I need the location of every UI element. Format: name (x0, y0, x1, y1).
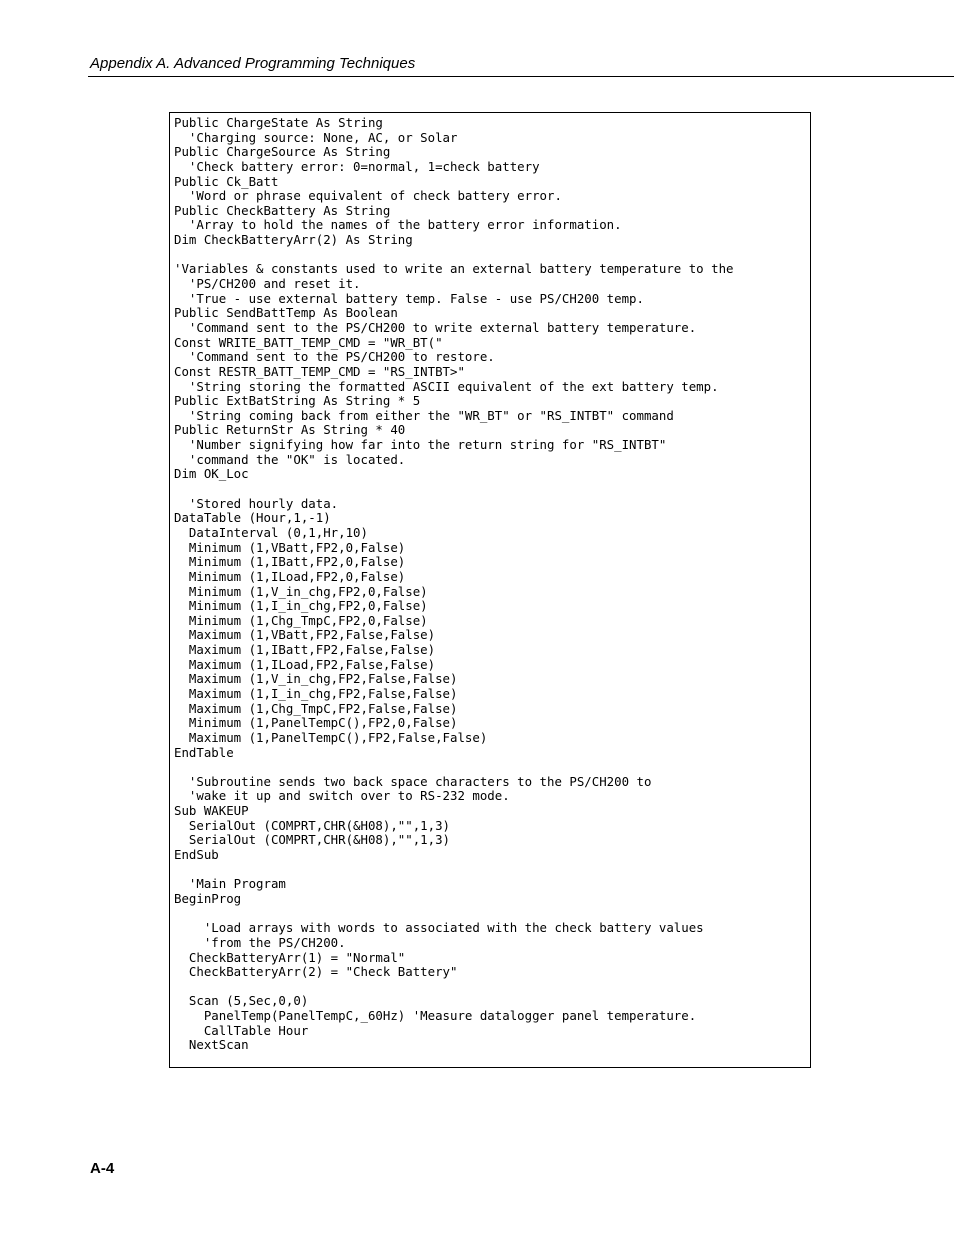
code-line: CheckBatteryArr(2) = "Check Battery" (174, 964, 458, 980)
code-listing-box (169, 112, 811, 1068)
code-line: Minimum (1,VBatt,FP2,0,False) (174, 539, 406, 555)
code-line: Minimum (1,V_in_chg,FP2,0,False) (174, 583, 428, 599)
code-line: Minimum (1,PanelTempC(),FP2,0,False) (174, 715, 458, 731)
code-line: Maximum (1,IBatt,FP2,False,False) (174, 642, 436, 658)
code-line: NextScan (174, 1037, 249, 1053)
code-line: 'Main Program (174, 876, 286, 892)
code-line (174, 907, 806, 922)
code-line: PanelTemp(PanelTempC,_60Hz) 'Measure datalogger panel temperature. (174, 1008, 697, 1024)
page-number: A-4 (90, 1160, 115, 1177)
code-line: 'Array to hold the names of the battery error information. (174, 217, 622, 233)
code-line: Minimum (1,ILoad,FP2,0,False) (174, 568, 406, 584)
code-line: EndTable (174, 744, 234, 760)
code-line: Sub WAKEUP (174, 803, 249, 819)
code-line: 'Command sent to the PS/CH200 to write external battery temperature. (174, 319, 697, 335)
code-line: Minimum (1,I_in_chg,FP2,0,False) (174, 598, 428, 614)
code-line (174, 980, 806, 995)
code-line: Public SendBattTemp As Boolean (174, 305, 398, 321)
code-line: 'Subroutine sends two back space characters to the PS/CH200 to (174, 773, 652, 789)
code-line: SerialOut (COMPRT,CHR(&H08),"",1,3) (174, 832, 451, 848)
code-line: Maximum (1,V_in_chg,FP2,False,False) (174, 671, 458, 687)
code-line (174, 248, 806, 263)
code-line: Maximum (1,PanelTempC(),FP2,False,False) (174, 729, 488, 745)
code-line: 'True - use external battery temp. False - use PS/CH200 temp. (174, 290, 644, 306)
code-line: 'Load arrays with words to associated with the check battery values (174, 920, 704, 936)
code-line: SerialOut (COMPRT,CHR(&H08),"",1,3) (174, 817, 451, 833)
code-line: 'Charging source: None, AC, or Solar (174, 129, 458, 145)
code-line: 'command the "OK" is located. (174, 451, 406, 467)
code-line: Minimum (1,IBatt,FP2,0,False) (174, 554, 406, 570)
code-line: 'Variables & constants used to write an external battery temperature to the (174, 261, 734, 277)
code-line: Maximum (1,I_in_chg,FP2,False,False) (174, 685, 458, 701)
code-line: Public ChargeState As String (174, 115, 383, 130)
code-line: 'Stored hourly data. (174, 495, 339, 511)
code-line: Maximum (1,ILoad,FP2,False,False) (174, 656, 436, 672)
code-line: Dim CheckBatteryArr(2) As String (174, 232, 413, 248)
code-line: 'String storing the formatted ASCII equivalent of the ext battery temp. (174, 378, 719, 394)
code-line: 'Number signifying how far into the return string for "RS_INTBT" (174, 437, 667, 453)
code-line: Minimum (1,Chg_TmpC,FP2,0,False) (174, 612, 428, 628)
code-line: 'Word or phrase equivalent of check battery error. (174, 188, 562, 204)
code-line: CallTable Hour (174, 1022, 309, 1038)
code-line: 'PS/CH200 and reset it. (174, 276, 361, 292)
code-line: Scan (5,Sec,0,0) (174, 993, 309, 1009)
code-line: BeginProg (174, 890, 242, 906)
page-header-title: Appendix A. Advanced Programming Techniques (90, 55, 416, 72)
header-divider (88, 76, 954, 77)
code-line: Maximum (1,Chg_TmpC,FP2,False,False) (174, 700, 458, 716)
code-line: 'String coming back from either the "WR_BT" or "RS_INTBT" command (174, 407, 674, 423)
code-line: 'Command sent to the PS/CH200 to restore. (174, 349, 495, 365)
code-line: EndSub (174, 847, 219, 863)
code-line: Public ReturnStr As String * 40 (174, 422, 406, 438)
code-line (174, 863, 806, 878)
code-line: 'from the PS/CH200. (174, 934, 346, 950)
code-listing (174, 116, 806, 1053)
code-line (174, 760, 806, 775)
code-line (174, 482, 806, 497)
code-line: 'Check battery error: 0=normal, 1=check battery (174, 158, 540, 174)
code-line: Public CheckBattery As String (174, 202, 391, 218)
code-line: Public ChargeSource As String (174, 144, 391, 160)
code-line: Const WRITE_BATT_TEMP_CMD = "WR_BT(" (174, 334, 443, 350)
code-line: DataInterval (0,1,Hr,10) (174, 524, 368, 540)
code-line: CheckBatteryArr(1) = "Normal" (174, 949, 406, 965)
code-line: 'wake it up and switch over to RS-232 mode. (174, 788, 510, 804)
code-line: Public Ck_Batt (174, 173, 279, 189)
code-line: Dim OK_Loc (174, 466, 249, 482)
code-line: Public ExtBatString As String * 5 (174, 393, 421, 409)
code-line: DataTable (Hour,1,-1) (174, 510, 331, 526)
code-line: Maximum (1,VBatt,FP2,False,False) (174, 627, 436, 643)
code-line: Const RESTR_BATT_TEMP_CMD = "RS_INTBT>" (174, 363, 465, 379)
